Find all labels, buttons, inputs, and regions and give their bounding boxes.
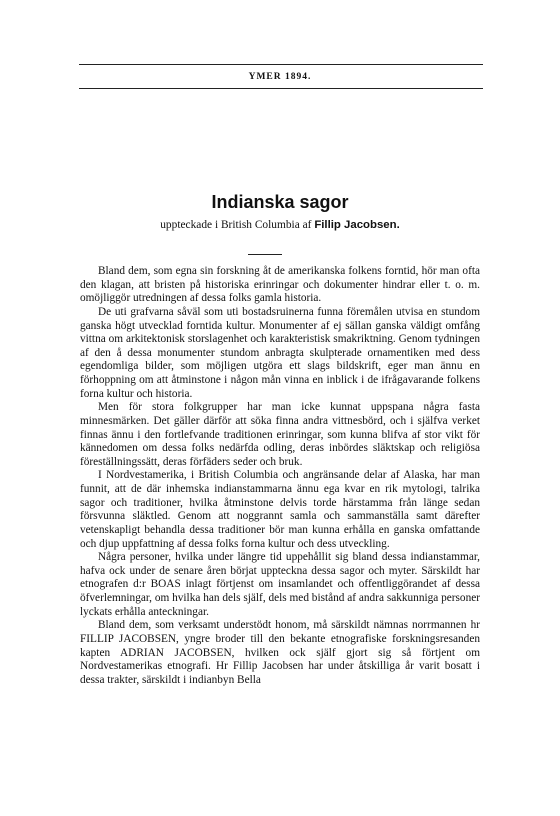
paragraph-4: I Nordvestamerika, i British Columbia och angränsande delar af Alaska, har man funnit, att de där inhemska indianstammarna ännu ega kvar en rik mytologi, talrika sagor och traditioner, hvilka åtminstone delvis torde härstamma från länge sedan försvunna släktled. Genom att noggrannt samla och sammanställa samt därefter vetenskapligt behandla dessa traditioner bör man kunna erhålla en ganska omfattande och djup uppfattning af dessa folks forna kultur och dess utveckling. [80,469,480,550]
subtitle-prefix: uppteckade i British Columbia af [160,219,312,231]
header-rule [79,88,483,89]
title-separator-rule [248,254,282,255]
top-rule [79,64,483,65]
paragraph-5: Några personer, hvilka under längre tid uppehållit sig bland dessa indianstammar, hafva ock under de senare åren börjat uppteckna dessa sagor och myter. Särskildt har etnografen d:r BOAS inlagt förtjenst om insamlandet och offentliggörandet af dessa öfverlemningar, om hvilka han dels själf, dels med bistånd af andra sakkunniga personer lyckats erhålla anteckningar. [80,551,480,618]
article-body [80,265,480,687]
paragraph-6: Bland dem, som verksamt understödt honom, må särskildt nämnas norrmannen hr FILLIP JACOBSEN, yngre broder till den bekante etnografiske forskningsresanden kapten ADRIAN JACOBSEN, hvilken ock själf gjort sig så förtjent om Nordvestamerikas etnografi. Hr Fillip Jacobsen har under åtskilliga år varit bosatt i dessa trakter, särskildt i indianbyn Bella [80,619,480,686]
paragraph-1: Bland dem, som egna sin forskning åt de amerikanska folkens forntid, hör man ofta den klagan, att bristen på historiska erinringar och dokumenter hindrar eller t. o. m. omöjliggör utredningen af dessa folks gamla historia. [80,265,480,305]
paragraph-2: De uti grafvarna såväl som uti bostadsruinerna funna föremålen utvisa en stundom ganska högt utvecklad forntida kultur. Monumenter af ej sällan ganska väldigt omfång vittna om arkitektonisk storslagenhet och karakteristisk smakriktning. Genom tydningen af den å dessa monumenter stundom anbragta skulpterade ornamentiken med dess egendomliga bilder, som möjligen utgöra ett slags bildskrift, eger man ännu en förhoppning om att åtminstone i någon mån vinna en inblick i de ifrågavarande folkens forna kultur och historia. [80,305,480,400]
running-head: YMER 1894. [248,72,312,82]
article-title: Indianska sagor [211,192,349,212]
author-name: Fillip Jacobsen. [314,219,400,231]
article-subtitle [0,219,560,231]
paragraph-3: Men för stora folkgrupper har man icke kunnat uppspana några fasta minnesmärken. Det gäller därför att söka finna andra vittnesbörd, och i själfva verket finnas ännu i den fortlefvande traditionen erinringar, som kunna blifva af stor vikt för kännedomen om dessa folks nedärfda odling, deras inbördes släktskap och religiösa föreställningssätt, deras förfäders seder och bruk. [80,401,480,468]
